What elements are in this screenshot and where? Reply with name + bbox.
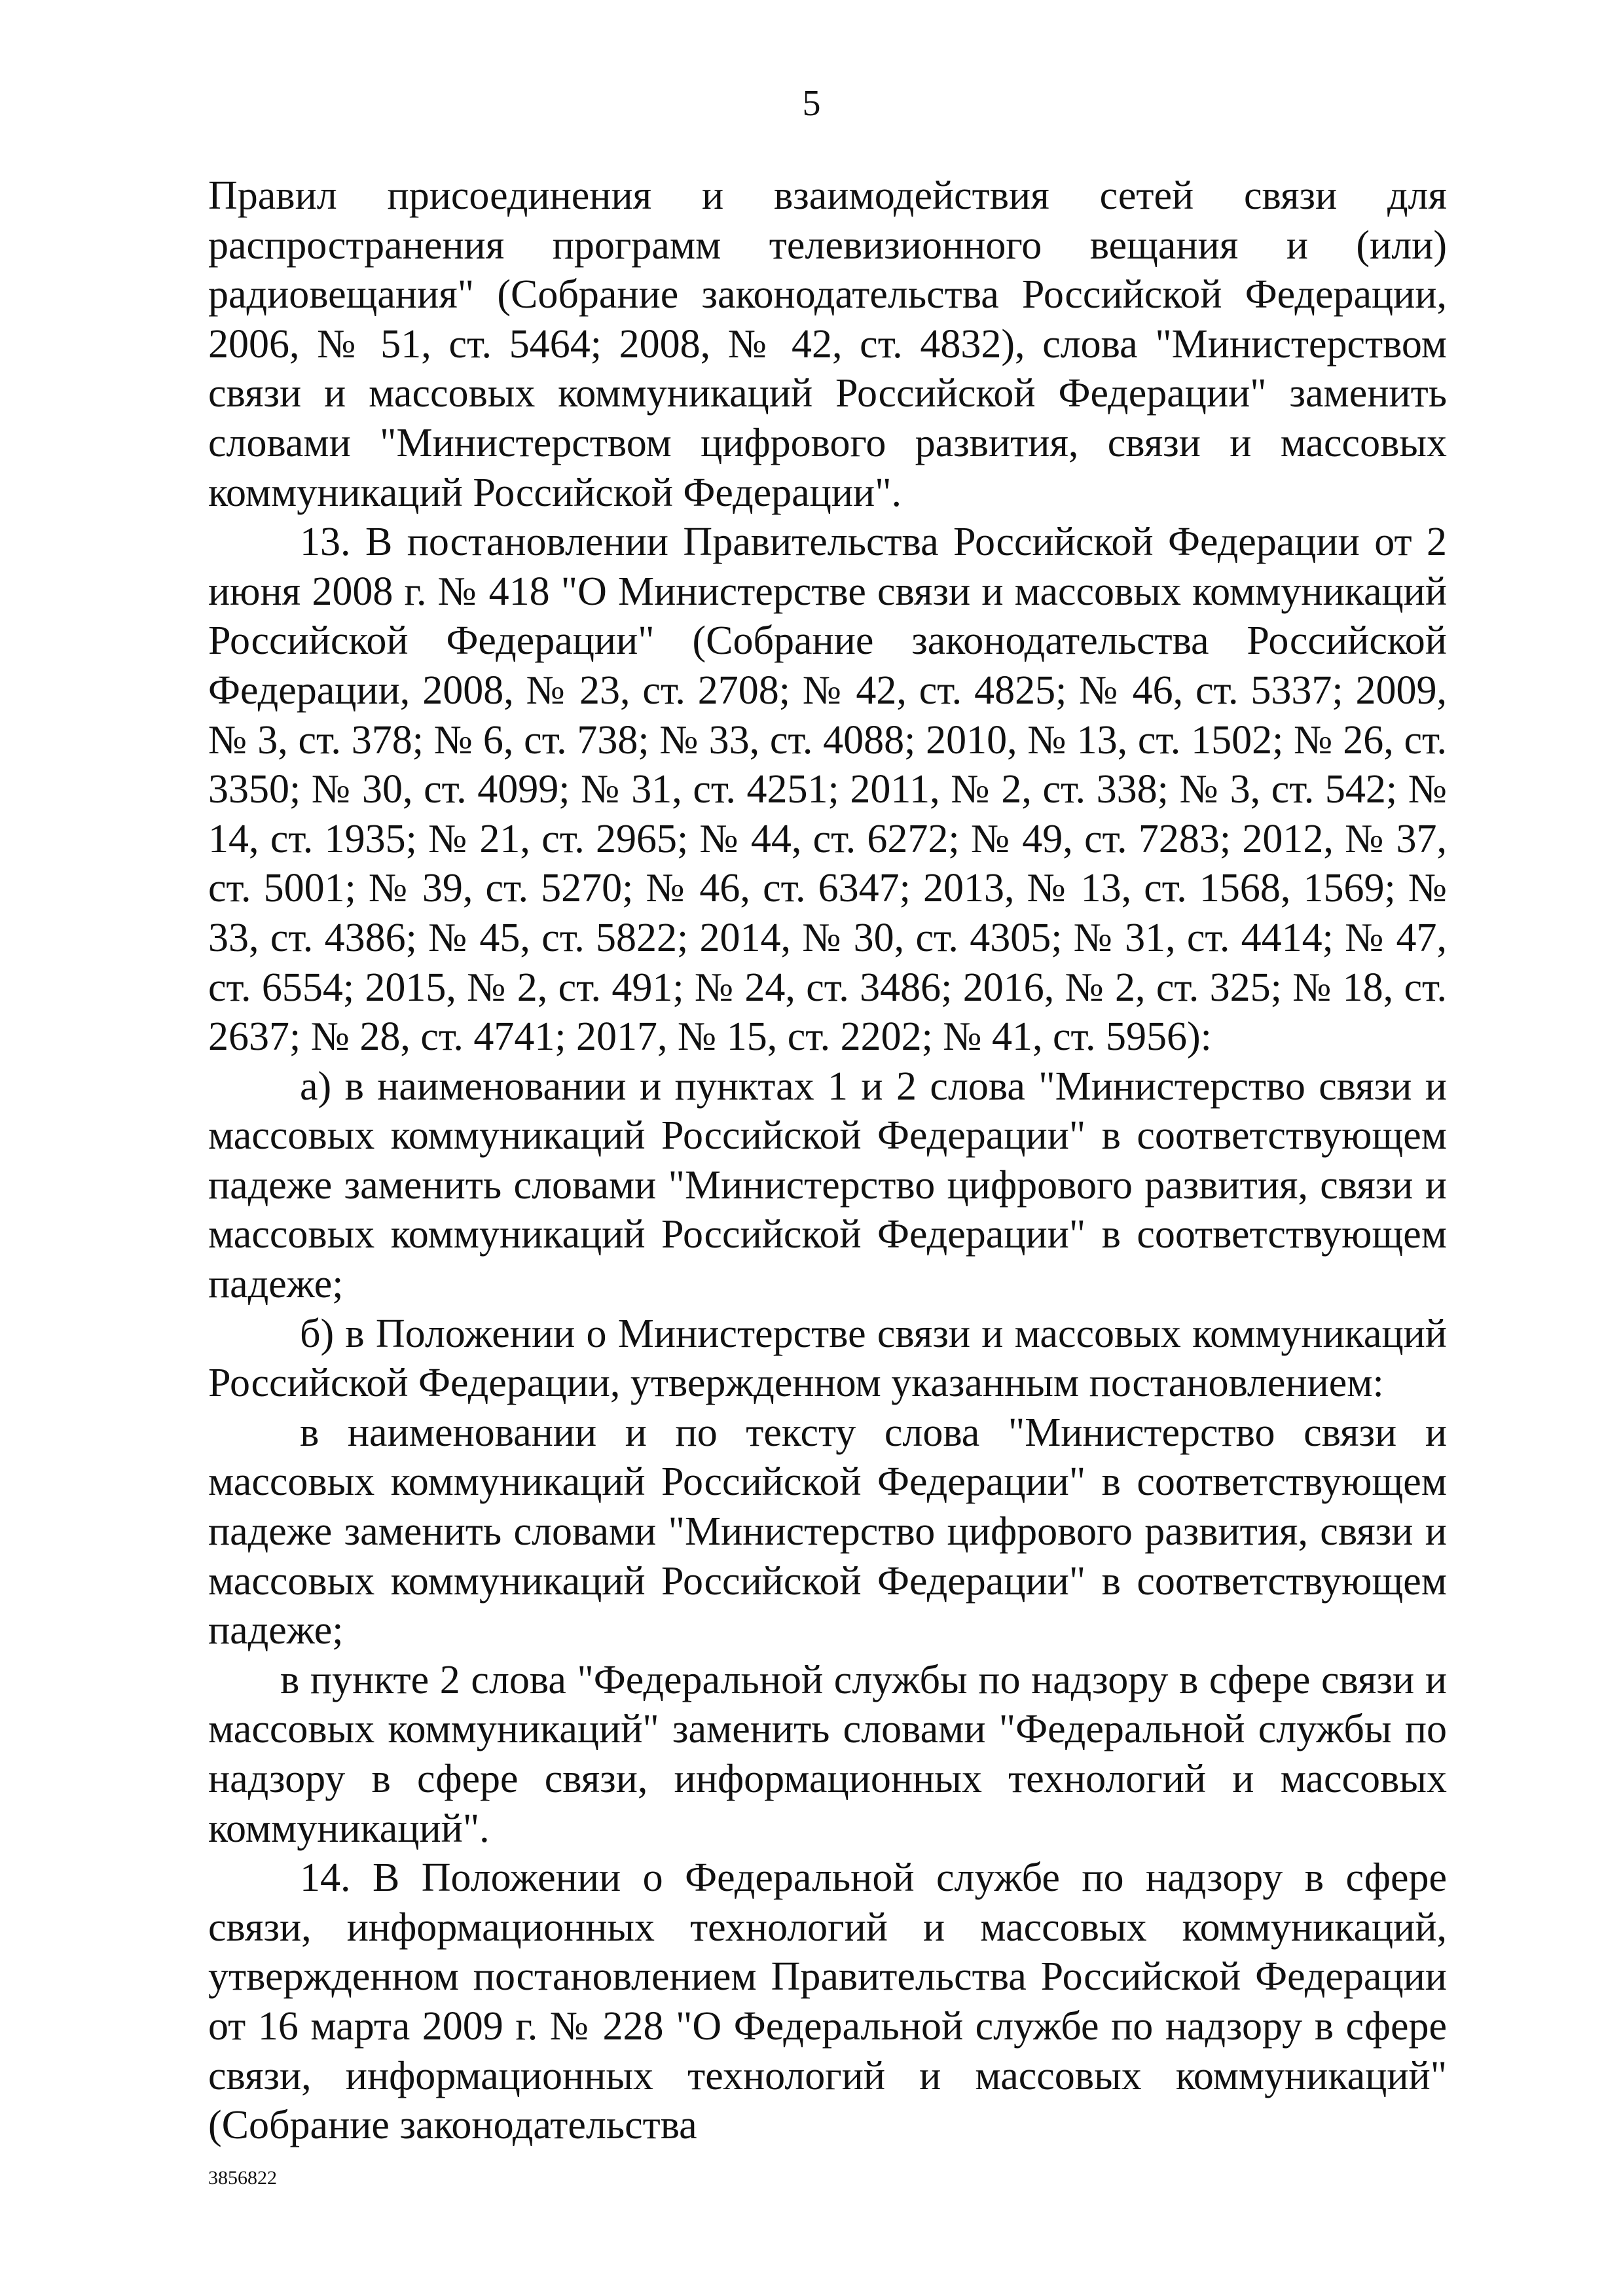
paragraph-item-14: 14. В Положении о Федеральной службе по надзору в сфере связи, информационных технологий и массовых коммуникаций, утвержденном постановлением Правительства Российской Федерации от 16 марта 2009 г. № 228 "О Федеральной службе по надзору в сфере связи, информационных технологий и массовых коммуникаций" (Собрание законодательства — [208, 1856, 1447, 2148]
document-code: 3856822 — [208, 2167, 277, 2189]
paragraph-naming-change: в наименовании и по тексту слова "Министерство связи и массовых коммуникаций Российской Федерации" в соответствующем падеже заменить словами "Министерство цифрового развития, связи и массовых коммуникаций Российской Федерации" в соответствующем падеже; — [208, 1410, 1447, 1653]
paragraph-point-2-change: в пункте 2 слова "Федеральной службы по надзору в сфере связи и массовых коммуникаций" заменить словами "Федеральной службы по надзору в сфере связи, информационных технологий и массовых коммуникаций". — [208, 1657, 1447, 1851]
paragraph-subitem-a: а) в наименовании и пунктах 1 и 2 слова "Министерство связи и массовых коммуникаций Российской Федерации" в соответствующем падеже заменить словами "Министерство цифрового развития, связи и массовых коммуникаций Российской Федерации" в соответствующем падеже; — [208, 1064, 1447, 1307]
document-body — [208, 171, 1447, 2151]
paragraph-continuation: Правил присоединения и взаимодействия сетей связи для распространения программ телевизионного вещания и (или) радиовещания" (Собрание законодательства Российской Федерации, 2006, № 51, ст. 5464; 2008, № 42, ст. 4832), слова "Министерством связи и массовых коммуникаций Российской Федерации" заменить словами "Министерством цифрового развития, связи и массовых коммуникаций Российской Федерации". — [208, 173, 1447, 515]
paragraph-subitem-b: б) в Положении о Министерстве связи и массовых коммуникаций Российской Федерации, утвержденном указанным постановлением: — [208, 1311, 1447, 1406]
paragraph-item-13: 13. В постановлении Правительства Российской Федерации от 2 июня 2008 г. № 418 "О Министерстве связи и массовых коммуникаций Российской Федерации" (Собрание законодательства Российской Федерации, 2008, № 23, ст. 2708; № 42, ст. 4825; № 46, ст. 5337; 2009, № 3, ст. 378; № 6, ст. 738; № 33, ст. 4088; 2010, № 13, ст. 1502; № 26, ст. 3350; № 30, ст. 4099; № 31, ст. 4251; 2011, № 2, ст. 338; № 3, ст. 542; № 14, ст. 1935; № 21, ст. 2965; № 44, ст. 6272; № 49, ст. 7283; 2012, № 37, ст. 5001; № 39, ст. 5270; № 46, ст. 6347; 2013, № 13, ст. 1568, 1569; № 33, ст. 4386; № 45, ст. 5822; 2014, № 30, ст. 4305; № 31, ст. 4414; № 47, ст. 6554; 2015, № 2, ст. 491; № 24, ст. 3486; 2016, № 2, ст. 325; № 18, ст. 2637; № 28, ст. 4741; 2017, № 15, ст. 2202; № 41, ст. 5956): — [208, 520, 1447, 1060]
page-number: 5 — [802, 83, 821, 124]
